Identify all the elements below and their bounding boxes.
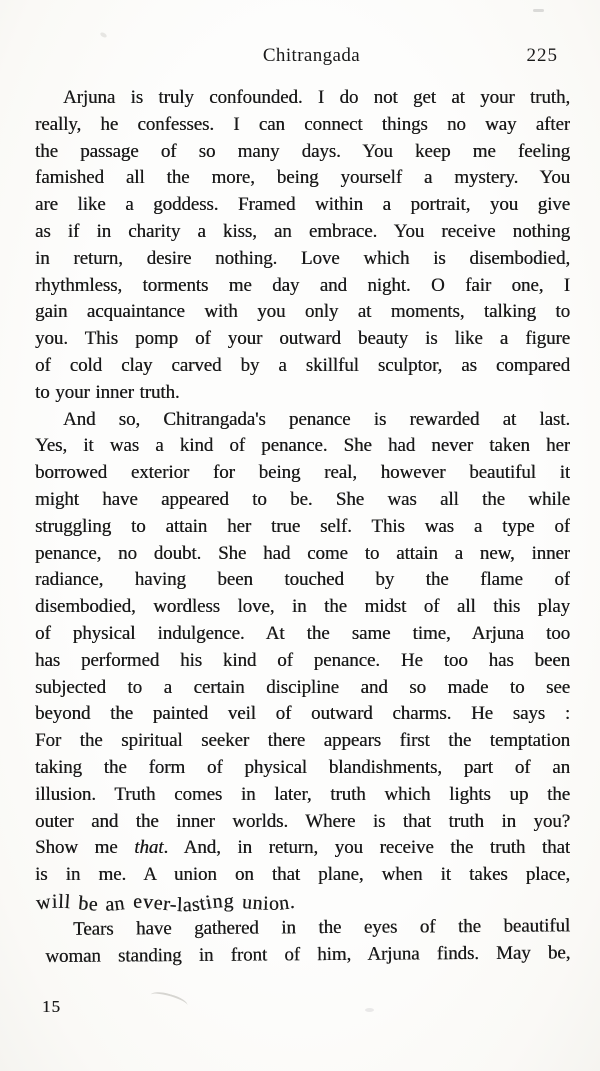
- text-line: famished all the more, being yourself a mystery. You: [35, 167, 570, 189]
- paragraph-2: [35, 407, 570, 917]
- text-line: And so, Chitrangada's penance is rewarded at last.: [63, 408, 570, 430]
- text-line-with-emphasis: [35, 835, 570, 862]
- text-line: is in me. A union on that plane, when it takes place,: [35, 864, 570, 886]
- scan-smudge: [533, 9, 544, 12]
- paragraph-3: [45, 913, 570, 970]
- warped-text-line: [35, 889, 570, 917]
- text-line: rhythmless, torments me day and night. O fair one, I: [35, 274, 570, 296]
- emphasized-word: that: [134, 837, 164, 859]
- text-line: you. This pomp of your outward beauty is like a figure: [35, 328, 570, 350]
- text-line: woman standing in front of him, Arjuna finds. May be,: [45, 941, 571, 967]
- text-line: Tears have gathered in the eyes of the beautiful: [73, 915, 571, 940]
- svg-text:will be an ever-lasting union.: will be an ever-lasting union.: [35, 890, 297, 917]
- text-segment: . And, in return, you receive the truth that: [163, 837, 570, 859]
- running-head-title: Chitrangada: [262, 45, 361, 66]
- text-line: struggling to attain her true self. This was a type of: [35, 515, 570, 537]
- text-line: has performed his kind of penance. He too has been: [35, 649, 570, 671]
- text-line: really, he confesses. I can connect things no way after: [35, 113, 570, 135]
- text-line: of physical indulgence. At the same time, Arjuna too: [35, 622, 570, 644]
- text-line: are like a goddess. Framed within a portrait, you give: [35, 194, 570, 216]
- text-line: of cold clay carved by a skillful sculptor, as compared: [35, 354, 570, 376]
- scan-smudge: [365, 1008, 374, 1012]
- text-line: For the spiritual seeker there appears first the temptation: [35, 730, 570, 752]
- text-line: in return, desire nothing. Love which is disembodied,: [35, 247, 570, 269]
- text-line: gain acquaintance with you only at moments, talking to: [35, 301, 570, 323]
- text-line: the passage of so many days. You keep me feeling: [35, 140, 570, 162]
- text-line: taking the form of physical blandishments, part of an: [35, 756, 570, 778]
- text-line: borrowed exterior for being real, however beautiful it: [35, 462, 570, 484]
- text-line: outer and the inner worlds. Where is that truth in you?: [35, 810, 570, 832]
- text-line: subjected to a certain discipline and so made to see: [35, 676, 570, 698]
- scan-smudge: [149, 989, 189, 1011]
- text-line: disembodied, wordless love, in the midst of all this play: [35, 596, 570, 618]
- text-line: as if in charity a kiss, an embrace. You receive nothing: [35, 220, 570, 242]
- running-head: [35, 44, 570, 68]
- text-line: penance, no doubt. She had come to attain a new, inner: [35, 542, 570, 564]
- text-line: beyond the painted veil of outward charms. He says :: [35, 703, 570, 725]
- text-line: radiance, having been touched by the flame of: [35, 569, 570, 591]
- scan-smudge: [99, 32, 107, 39]
- text-line: illusion. Truth comes in later, truth which lights up the: [35, 783, 570, 805]
- running-head-page-number: 225: [526, 45, 558, 66]
- page-body: [35, 85, 570, 970]
- text-line: might have appeared to be. She was all the while: [35, 488, 570, 510]
- folio-page-number: 15: [42, 997, 61, 1016]
- text-segment: Show me: [35, 837, 135, 859]
- scan-warp-effect: [35, 890, 355, 917]
- text-line: Yes, it was a kind of penance. She had never taken her: [35, 435, 570, 457]
- paragraph-1: [35, 85, 570, 407]
- text-line: to your inner truth.: [35, 381, 180, 403]
- text-line: Arjuna is truly confounded. I do not get at your truth,: [63, 87, 570, 108]
